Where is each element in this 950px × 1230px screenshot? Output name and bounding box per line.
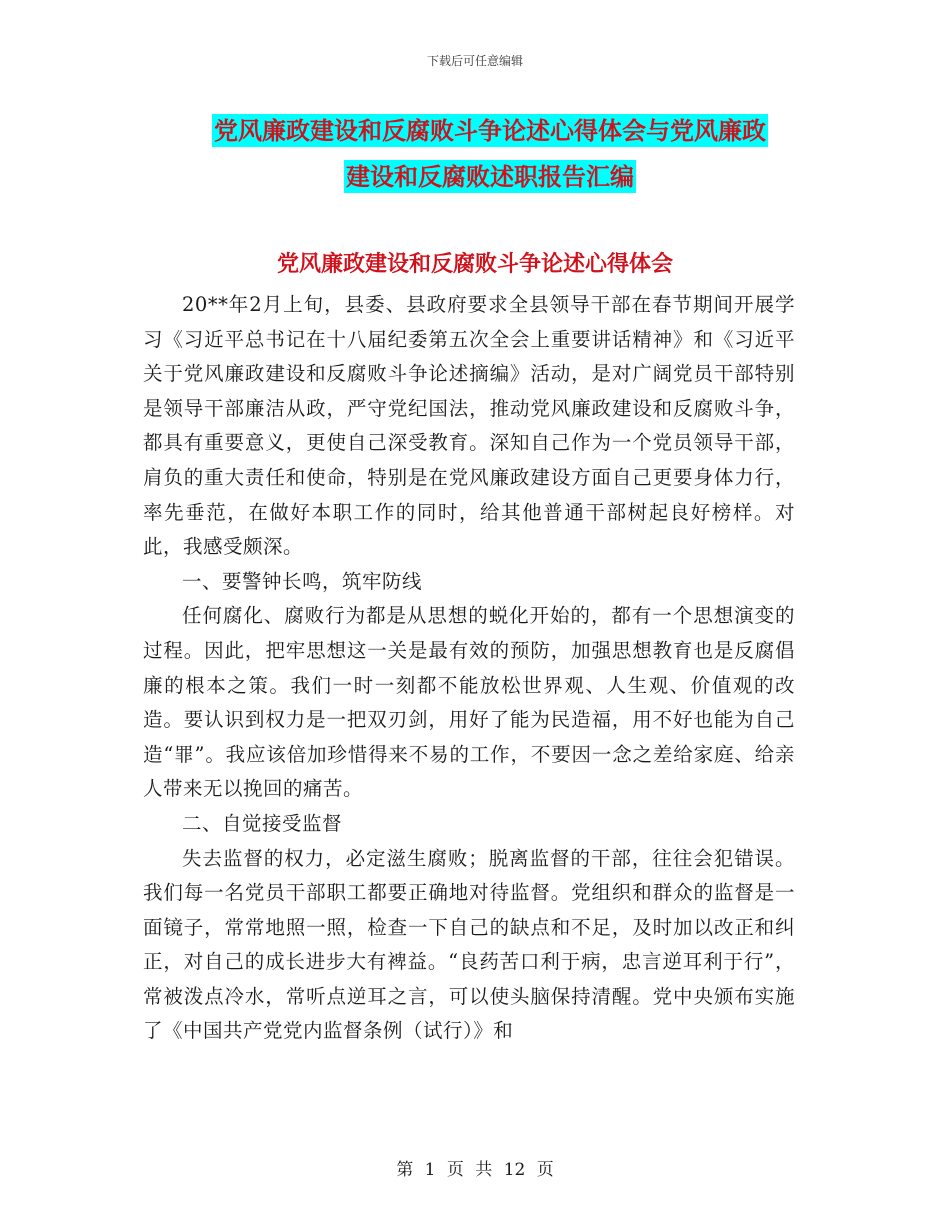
document-title xyxy=(140,108,840,200)
paragraph-two: 失去监督的权力，必定滋生腐败；脱离监督的干部，往往会犯错误。我们每一名党员干部职工都要正确地对待监督。党组织和群众的监督是一面镜子，常常地照一照，检查一下自己的缺点和不足，及时加以改正和纠正，对自己的成长进步大有裨益。“良药苦口利于病，忠言逆耳利于行”，常被泼点冷水，常听点逆耳之言，可以使头脑保持清醒。党中央颁布实施了《中国共产党党内监督条例（试行）》和 xyxy=(143,846,795,1043)
document-body xyxy=(143,288,795,1049)
section-title: 党风廉政建设和反腐败斗争论述心得体会 xyxy=(276,251,673,277)
document-title-line-2: 建设和反腐败述职报告汇编 xyxy=(346,162,634,191)
heading-one: 一、要警钟长鸣，筑牢防线 xyxy=(182,569,423,593)
heading-two: 二、自觉接受监督 xyxy=(182,811,343,835)
document-title-line-1: 党风廉政建设和反腐败斗争论述心得体会与党风廉政 xyxy=(214,116,766,145)
paragraph-intro: 20**年2月上旬，县委、县政府要求全县领导干部在春节期间开展学习《习近平总书记在十八届纪委第五次全会上重要讲话精神》和《习近平关于党风廉政建设和反腐败斗争论述摘编》活动，是对广阔党员干部特别是领导干部廉洁从政，严守党纪国法，推动党风廉政建设和反腐败斗争，都具有重要意义，更使自己深受教育。深知自己作为一个党员领导干部，肩负的重大责任和使命，特别是在党风廉政建设方面自己更要身体力行，率先垂范，在做好本职工作的同时，给其他普通干部树起良好榜样。对此，我感受颇深。 xyxy=(143,293,795,559)
page-header-note: 下载后可任意编辑 xyxy=(426,54,523,68)
paragraph-one: 任何腐化、腐败行为都是从思想的蜕化开始的，都有一个思想演变的过程。因此，把牢思想这一关是最有效的预防，加强思想教育也是反腐倡廉的根本之策。我们一时一刻都不能放松世界观、人生观、价值观的改造。要认识到权力是一把双刃剑，用好了能为民造福，用不好也能为自己造“罪”。我应该倍加珍惜得来不易的工作，不要因一念之差给家庭、给亲人带来无以挽回的痛苦。 xyxy=(143,604,795,801)
page-footer-indicator: 第 1 页 共 12 页 xyxy=(396,1160,554,1180)
